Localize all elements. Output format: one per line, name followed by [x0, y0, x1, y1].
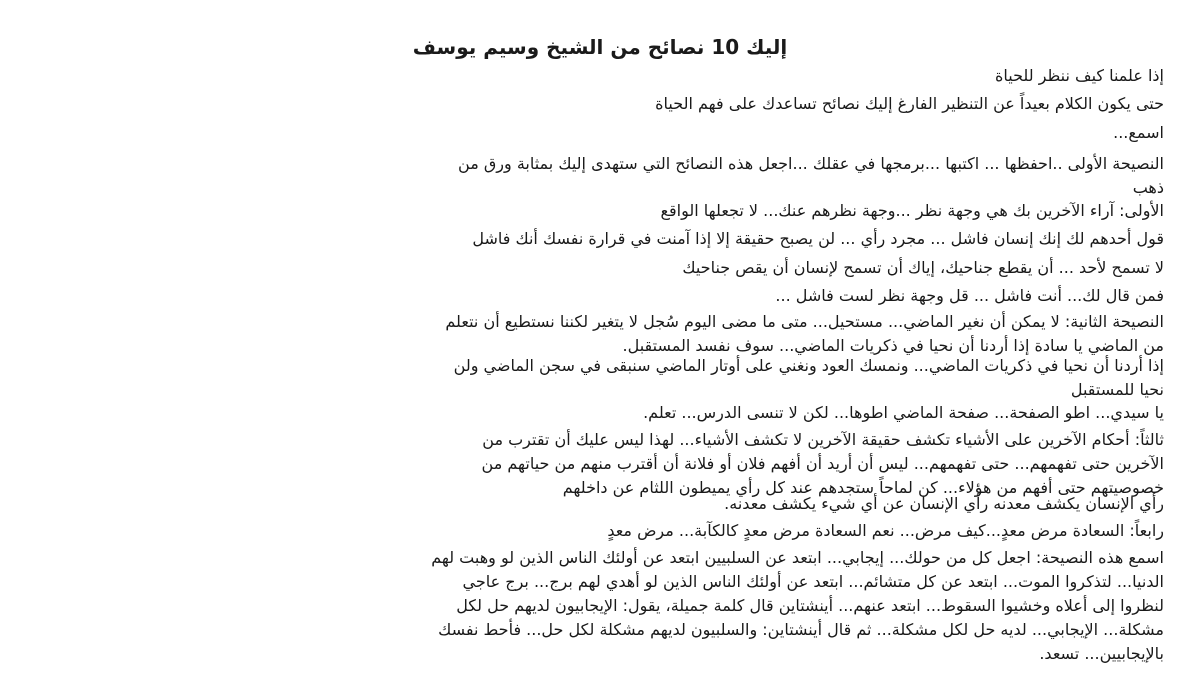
paragraph-line: خصوصيتهم حتى أفهم من هؤلاء... كن لماحاً ستجدهم عند كل رأي يميطون اللثام عن داخلهم [562, 478, 1164, 497]
paragraph-line: اسمع هذه النصيحة: اجعل كل من حولك... إيجابي... ابتعد عن السلبيين ابتعد عن أولئك الناس الذين لو وهبت لهم [431, 548, 1164, 567]
paragraph-8 [124, 284, 1164, 308]
paragraph-1 [124, 64, 1164, 88]
paragraph-13 [124, 492, 1164, 516]
paragraph-10 [124, 354, 1164, 402]
paragraph-line: نحيا للمستقبل [1070, 380, 1164, 399]
paragraph-9 [124, 310, 1164, 358]
paragraph-line: النصيحة الثانية: لا يمكن أن نغير الماضي... مستحيل... متى ما مضى اليوم سُجل لا يتغير لكننا نستطيع أن نتعلم [445, 312, 1164, 331]
paragraph-line: فمن قال لك... أنت فاشل ... قل وجهة نظر لست فاشل ... [775, 286, 1164, 305]
paragraph-5 [124, 199, 1164, 223]
paragraph-4 [124, 152, 1164, 200]
paragraph-line: الآخرين حتى تفهمهم... حتى تفهمهم... ليس أن أريد أن أفهم فلان أو فلانة أن أقترب منهم من حياتهم من [481, 454, 1164, 473]
paragraph-15 [124, 546, 1164, 666]
paragraph-line: من الماضي يا سادة إذا أردنا أن نحيا في ذكريات الماضي... سوف نفسد المستقبل. [622, 336, 1164, 355]
paragraph-11 [124, 401, 1164, 425]
paragraph-line: الدنيا... لتذكروا الموت... ابتعد عن كل متشائم... ابتعد عن أولئك الناس الذين لو أهدي لهم برج... برج عاجي [462, 572, 1164, 591]
paragraph-line: إذا أردنا أن نحيا في ذكريات الماضي... ونمسك العود ونغني على أوتار الماضي سنبقى في سجن الماضي ولن [453, 356, 1164, 375]
paragraph-6 [124, 227, 1164, 251]
paragraph-line: مشكلة... الإيجابي... لديه حل لكل مشكلة... ثم قال أينشتاين: والسلبيون لديهم مشكلة لكل حل... فأحط نفسك [438, 620, 1164, 639]
paragraph-14 [124, 519, 1164, 543]
paragraph-7 [124, 256, 1164, 280]
paragraph-line: اسمع... [1113, 123, 1164, 142]
paragraph-line: ثالثاً: أحكام الآخرين على الأشياء تكشف حقيقة الآخرين لا تكشف الأشياء... لهذا ليس عليك أن تقترب من [482, 430, 1164, 449]
paragraph-line: النصيحة الأولى ..احفظها ... اكتبها ...برمجها في عقلك ...اجعل هذه النصائح التي ستهدى إليك بمثابة ورق من [458, 154, 1164, 173]
paragraph-line: إذا علمنا كيف ننظر للحياة [995, 66, 1164, 85]
paragraph-line: قول أحدهم لك إنك إنسان فاشل ... مجرد رأي ... لن يصبح حقيقة إلا إذا آمنت في قرارة نفسك أنك فاشل [472, 229, 1164, 248]
paragraph-2 [124, 92, 1164, 116]
page-title: إليك 10 نصائح من الشيخ وسيم يوسف [412, 35, 788, 59]
paragraph-line: ذهب [1132, 178, 1164, 197]
paragraph-line: رأي الإنسان يكشف معدنه رأي الإنسان عن أي شيء يكشف معدنه. [724, 494, 1164, 513]
paragraph-line: حتى يكون الكلام بعيداً عن التنظير الفارغ إليك نصائح تساعدك على فهم الحياة [655, 94, 1164, 113]
paragraph-3 [124, 121, 1164, 145]
paragraph-line: يا سيدي... اطو الصفحة... صفحة الماضي اطوها... لكن لا تنسى الدرس... تعلم. [643, 403, 1164, 422]
paragraph-line: رابعاً: السعادة مرض معدٍ...كيف مرض... نعم السعادة مرض معدٍ كالكآبة... مرض معدٍ [607, 521, 1164, 540]
paragraph-12 [124, 428, 1164, 500]
paragraph-line: الأولى: آراء الآخرين بك هي وجهة نظر ...وجهة نظرهم عنك... لا تجعلها الواقع [660, 201, 1164, 220]
paragraph-line: لنظروا إلى أعلاه وخشيوا السقوط... ابتعد عنهم... أينشتاين قال كلمة جميلة، يقول: الإيجابيون لديهم حل لكل [456, 596, 1164, 615]
paragraph-line: لا تسمح لأحد ... أن يقطع جناحيك، إياك أن تسمح لإنسان أن يقص جناحيك [682, 258, 1164, 277]
paragraph-line: بالإيجابيين... تسعد. [1039, 644, 1164, 663]
